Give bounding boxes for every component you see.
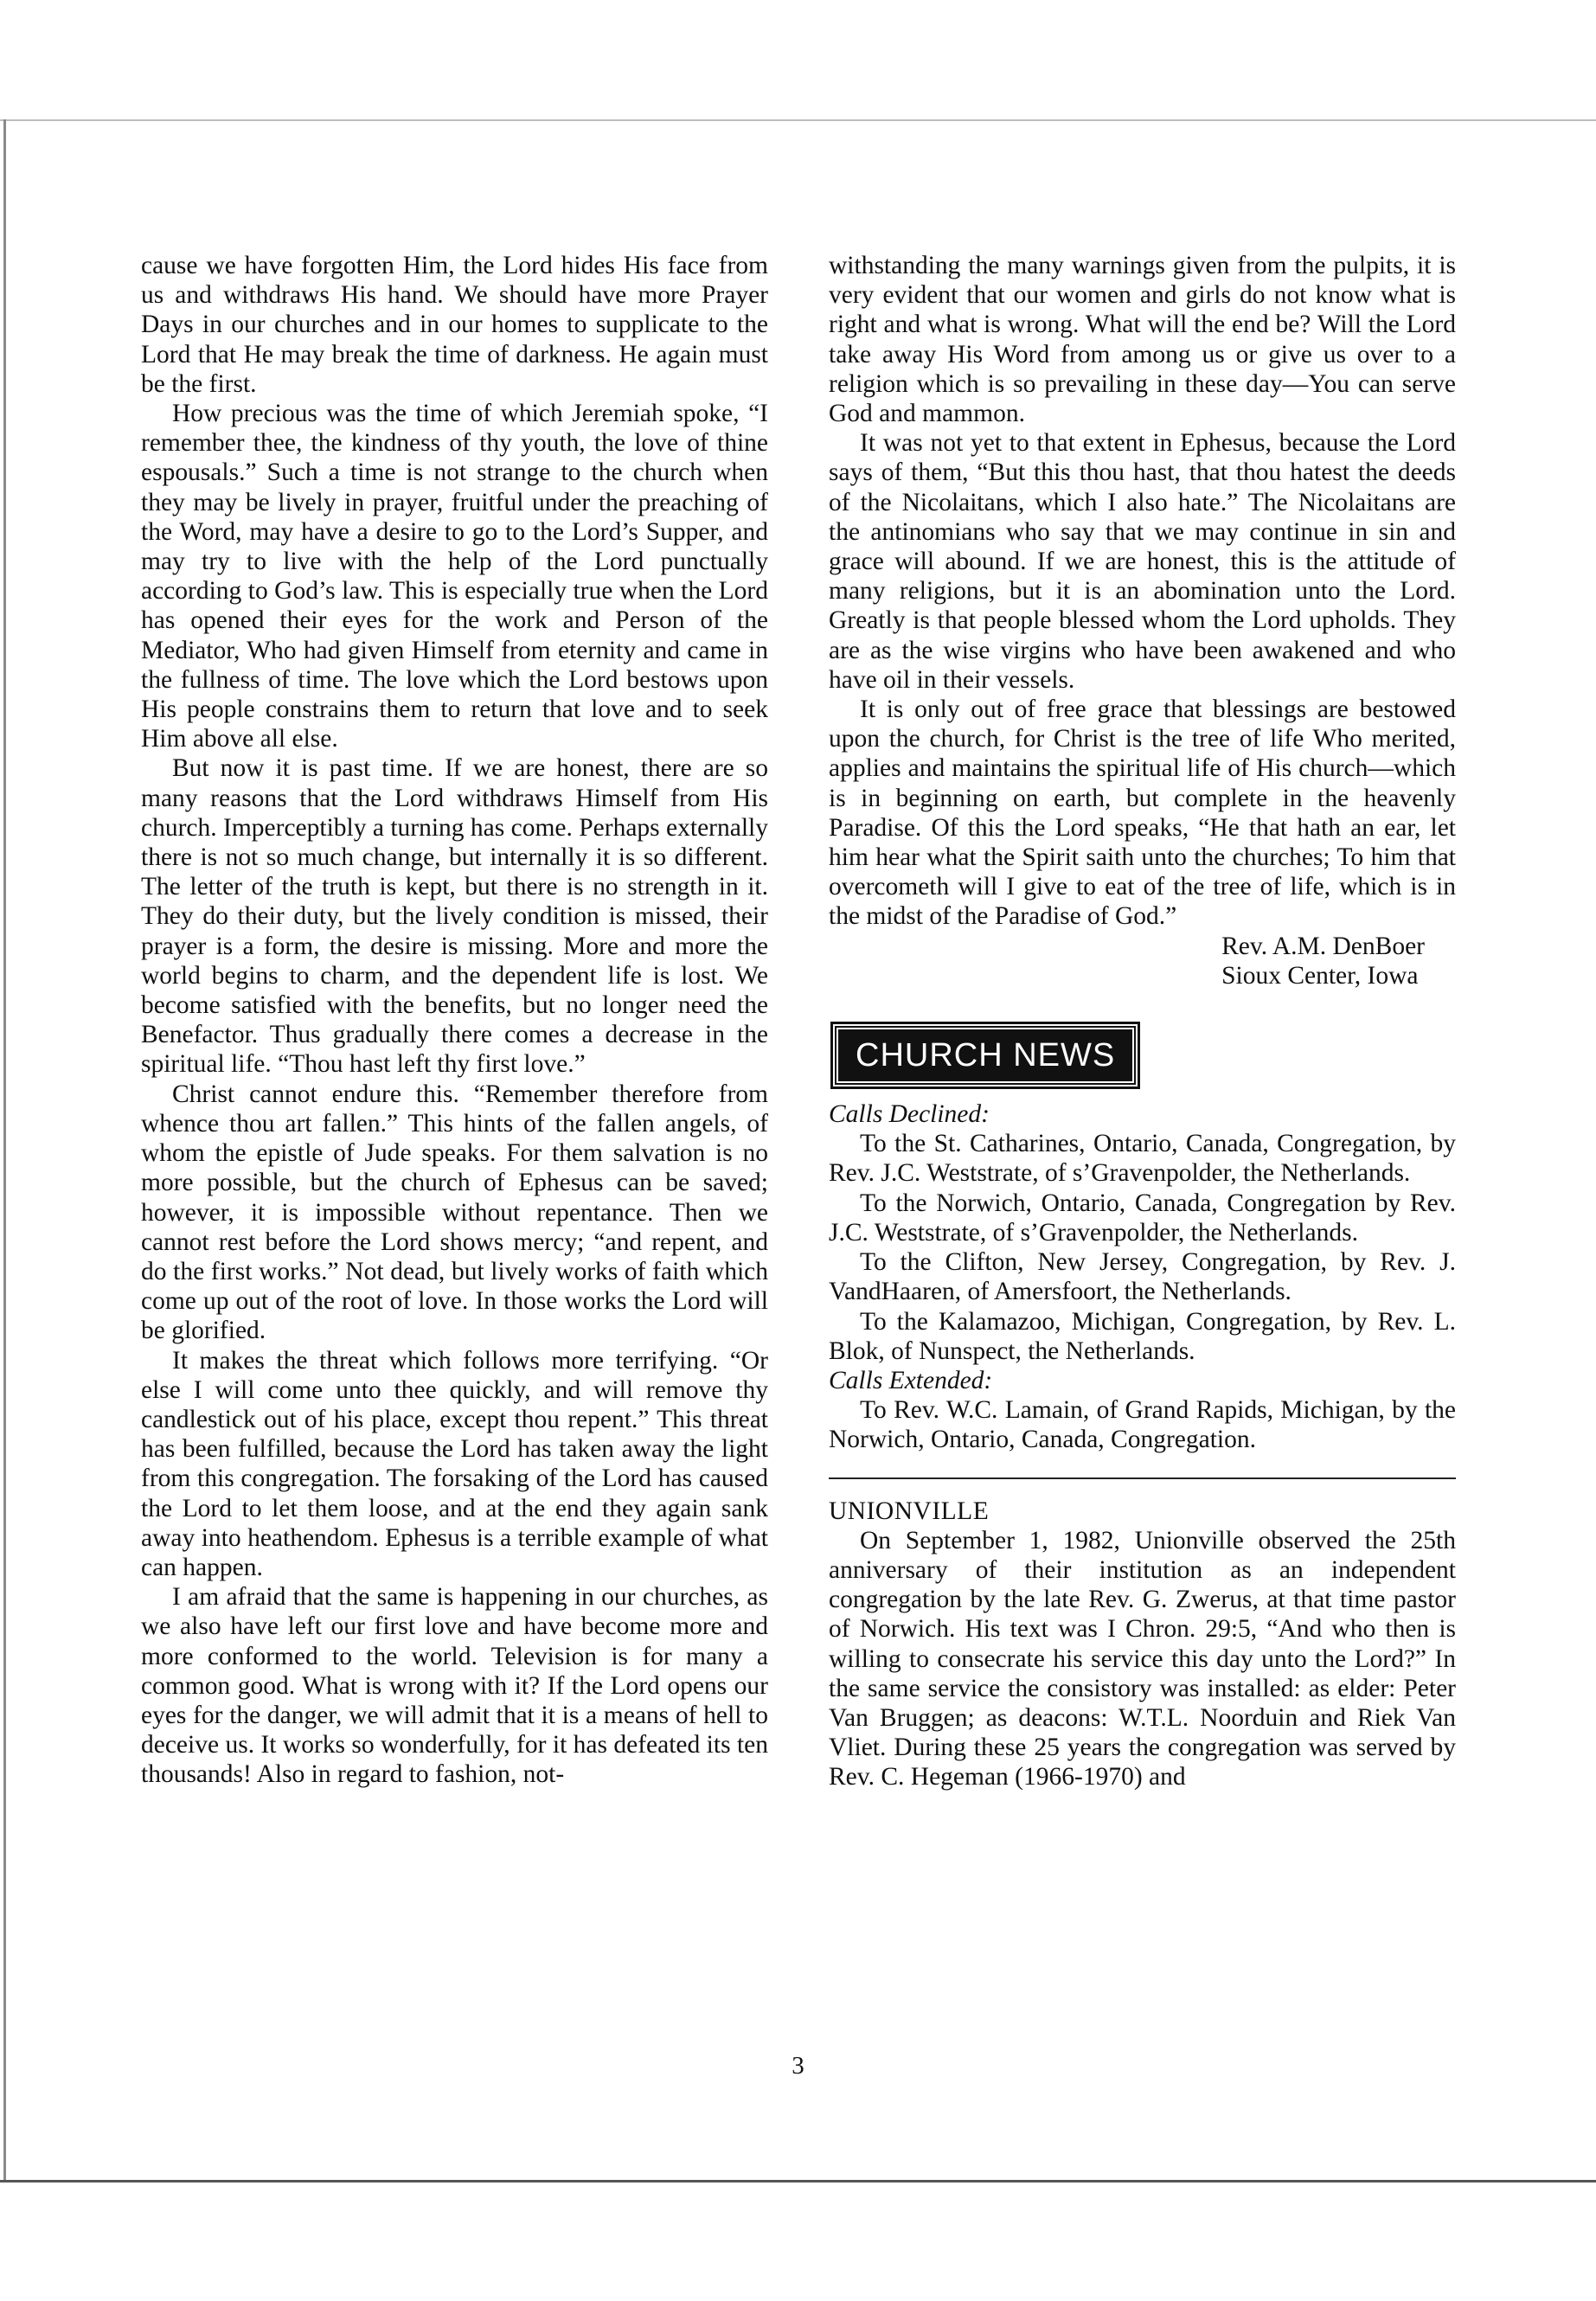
page-number: 3 (792, 2052, 804, 2080)
right-paragraph-1: withstanding the many warnings given from the pulpits, it is very evident that our women and girls do not know what is right and what is wrong. What will the end be? Will the Lord take away His Word from among us or give us over to a religion which is so prevailing in these day—You can serve God and mammon. (829, 252, 1456, 428)
left-paragraph-6: I am afraid that the same is happening in our churches, as we also have left our first love and have become more and more conformed to the world. Television is for many a common good. What is wrong with it? If the Lord opens our eyes for the danger, we will admit that it is a means of hell to deceive us. It works so wonderfully, for it has defeated its ten thousands! Also in regard to fashion, not- (141, 1583, 768, 1789)
page-top-edge (0, 119, 1596, 121)
left-paragraph-2: How precious was the time of which Jeremiah spoke, “I remember thee, the kindness of thy youth, the love of thine espousals.” Such a time is not strange to the church when they may be lively in prayer, fruitful under the preaching of the Word, may have a desire to go to the Lord’s Supper, and may try to live with the help of the Lord punctually according to God’s law. This is especially true when the Lord has opened their eyes for the work and Person of the Mediator, Who had given Himself from eternity and came in the fullness of time. The love which the Lord bestows upon His people constrains them to return that love and to seek Him above all else. (141, 400, 768, 753)
page-bottom-edge (0, 2180, 1596, 2182)
church-news-heading: CHURCH NEWS (836, 1028, 1134, 1083)
right-column (829, 251, 1456, 1792)
calls-declined-item-2: To the Norwich, Ontario, Canada, Congregation by Rev. J.C. Weststrate, of s’Gravenpolder, the Netherlands. (829, 1189, 1456, 1247)
calls-declined-item-3: To the Clifton, New Jersey, Congregation, by Rev. J. VandHaaren, of Amersfoort, the Netherlands. (829, 1248, 1456, 1306)
left-column (141, 251, 768, 1790)
right-paragraph-3: It is only out of free grace that blessings are bestowed upon the church, for Christ is the tree of life Who merited, applies and maintains the spiritual life of His church—which is in beginning on earth, but complete in the heavenly Paradise. Of this the Lord speaks, “He that hath an ear, let him hear what the Spirit saith unto the churches; To him that overcometh will I give to eat of the tree of life, which is in the midst of the Paradise of God.” (829, 695, 1456, 931)
calls-declined-item-4: To the Kalamazoo, Michigan, Congregation, by Rev. L. Blok, of Nunspect, the Netherlands. (829, 1307, 1456, 1365)
left-paragraph-3: But now it is past time. If we are honest, there are so many reasons that the Lord withdraws Himself from His church. Imperceptibly a turning has come. Perhaps externally there is not so much change, but internally it is so different. The letter of the truth is kept, but there is no strength in it. They do their duty, but the lively condition is missed, their prayer is a form, the desire is missing. More and more the world begins to charm, and the dependent life is lost. We become satisfied with the benefits, but no longer need the Benefactor. Thus gradually there comes a decrease in the spiritual life. “Thou hast left thy first love.” (141, 754, 768, 1079)
author-signature (829, 932, 1456, 990)
calls-extended-item-1: To Rev. W.C. Lamain, of Grand Rapids, Michigan, by the Norwich, Ontario, Canada, Congregation. (829, 1396, 1456, 1454)
page-left-edge (3, 119, 6, 2182)
calls-declined-heading: Calls Declined: (829, 1100, 990, 1129)
unionville-paragraph: On September 1, 1982, Unionville observed the 25th anniversary of their institution as an independent congregation by the late Rev. G. Zwerus, at that time pastor of Norwich. His text was I Chron. 29:5, “And who then is willing to consecrate his service this day unto the Lord?” In the same service the consistory was installed: as elder: Peter Van Bruggen; as deacons: W.T.L. Noorduin and Riek Van Vliet. During these 25 years the congregation was served by Rev. C. Hegeman (1966-1970) and (829, 1526, 1456, 1791)
unionville-heading: UNIONVILLE (829, 1497, 990, 1525)
left-paragraph-1: cause we have forgotten Him, the Lord hides His face from us and withdraws His hand. We should have more Prayer Days in our churches and in our homes to supplicate to the Lord that He may break the time of darkness. He again must be the first. (141, 252, 768, 398)
signature-place: Sioux Center, Iowa (1221, 961, 1419, 990)
right-paragraph-2: It was not yet to that extent in Ephesus, because the Lord says of them, “But this thou hast, that thou hatest the deeds of the Nicolaitans, which I also hate.” The Nicolaitans are the antinomians who say that we may continue in sin and grace will abound. If we are honest, this is the attitude of many religions, but it is an abomination unto the Lord. Greatly is that people blessed whom the Lord upholds. They are as the wise virgins who have been awakened and who have oil in their vessels. (829, 429, 1456, 694)
section-divider (829, 1477, 1456, 1479)
left-paragraph-4: Christ cannot endure this. “Remember therefore from whence thou art fallen.” This hints of the fallen angels, of whom the epistle of Jude speaks. For them salvation is no more possible, but the church of Ephesus can be saved; however, it is impossible without repentance. Then we cannot rest before the Lord shows mercy; “and repent, and do the first works.” Not dead, but lively works of faith which come up out of the root of love. In those works the Lord will be glorified. (141, 1080, 768, 1345)
calls-declined-item-1: To the St. Catharines, Ontario, Canada, Congregation, by Rev. J.C. Weststrate, of s’Gravenpolder, the Netherlands. (829, 1130, 1456, 1188)
calls-extended-heading: Calls Extended: (829, 1366, 993, 1394)
signature-name: Rev. A.M. DenBoer (1221, 932, 1425, 960)
left-paragraph-5: It makes the threat which follows more terrifying. “Or else I will come unto thee quickly, and will remove thy candlestick out of his place, except thou repent.” This threat has been fulfilled, because the Lord has taken away the light from this congregation. The forsaking of the Lord has caused the Lord to let them loose, and at the end they again sank away into heathendom. Ephesus is a terrible example of what can happen. (141, 1346, 768, 1581)
church-news-banner (830, 1022, 1140, 1089)
